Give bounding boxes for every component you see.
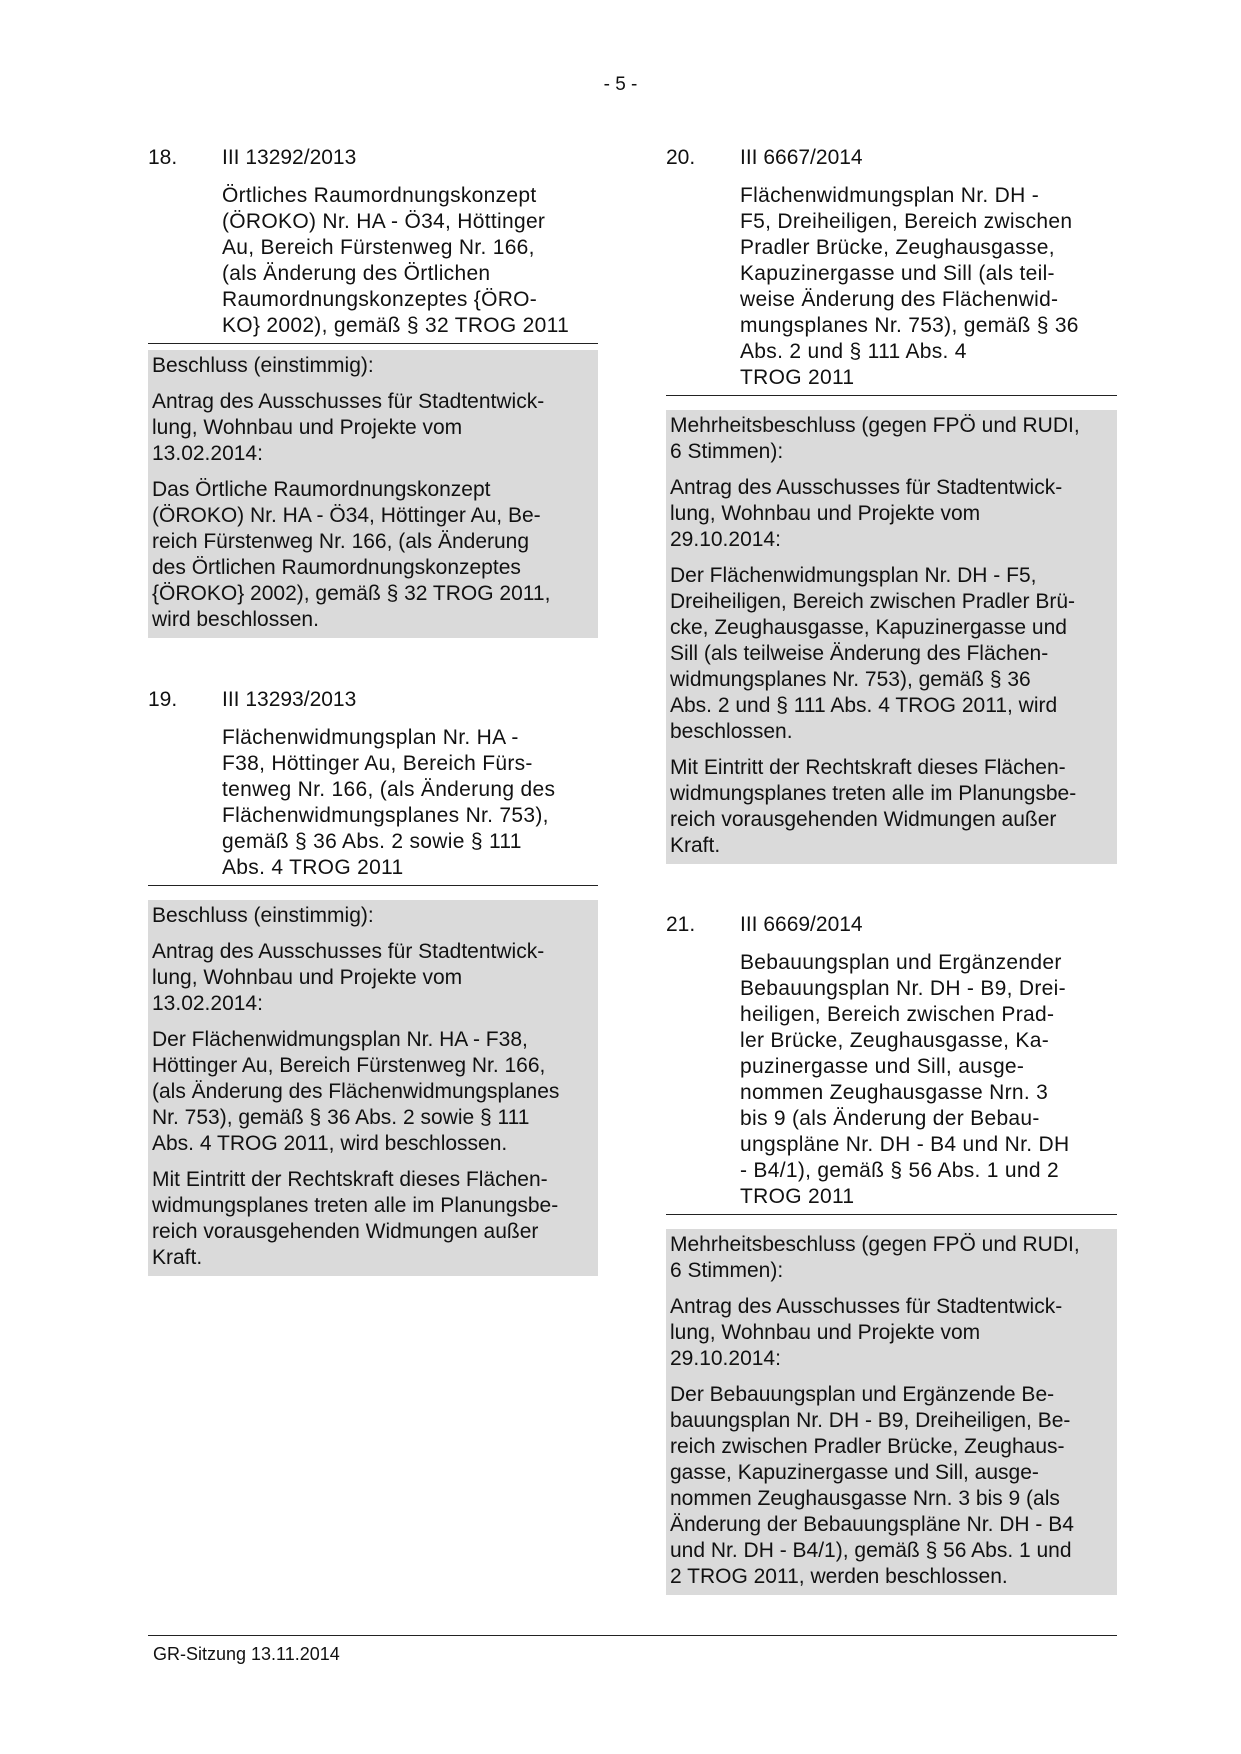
title-line: TROG 2011 (740, 1185, 855, 1208)
text-line: lung, Wohnbau und Projekte vom (670, 1321, 981, 1344)
text-line: reich vorausgehenden Widmungen außer (670, 808, 1057, 831)
text-line: Das Örtliche Raumordnungskonzept (152, 478, 491, 501)
text-line: widmungsplanes treten alle im Planungsbe- (152, 1194, 559, 1217)
text-line: 6 Stimmen): (670, 1259, 784, 1282)
text-line: beschlossen. (670, 720, 793, 743)
title-line: Bebauungsplan und Ergänzender (740, 951, 1062, 974)
item-number: 20. (666, 146, 696, 169)
title-line: (ÖROKO) Nr. HA - Ö34, Höttinger (222, 210, 546, 233)
item-reference: III 6667/2014 (740, 146, 863, 169)
title-line: - B4/1), gemäß § 56 Abs. 1 und 2 (740, 1159, 1059, 1182)
decision-box (148, 350, 598, 638)
title-line: TROG 2011 (740, 366, 855, 389)
text-line: bauungsplan Nr. DH - B9, Dreiheiligen, Be- (670, 1409, 1071, 1432)
text-line: widmungsplanes treten alle im Planungsbe- (670, 782, 1077, 805)
page-number: - 5 - (603, 74, 638, 95)
footer-session-date: GR-Sitzung 13.11.2014 (153, 1644, 340, 1664)
text-line: widmungsplanes Nr. 753), gemäß § 36 (670, 668, 1031, 691)
text-line: Mehrheitsbeschluss (gegen FPÖ und RUDI, (670, 414, 1080, 437)
title-line: weise Änderung des Flächenwid- (740, 288, 1059, 311)
text-line: Kraft. (670, 834, 721, 857)
agenda-item-21 (666, 912, 1117, 1595)
text-line: Nr. 753), gemäß § 36 Abs. 2 sowie § 111 (152, 1106, 530, 1129)
agenda-item-20 (666, 145, 1117, 864)
text-line: reich zwischen Pradler Brücke, Zeughaus- (670, 1435, 1065, 1458)
title-line: bis 9 (als Änderung der Bebau- (740, 1107, 1040, 1130)
item-number: 18. (148, 146, 178, 169)
item-title (666, 950, 1117, 1215)
title-line: Kapuzinergasse und Sill (als teil- (740, 262, 1055, 285)
decision-type (670, 1232, 1113, 1284)
decision-box (148, 900, 598, 1276)
motion-paragraph (152, 389, 594, 467)
title-line: tenweg Nr. 166, (als Änderung des (222, 778, 556, 801)
text-line: Dreiheiligen, Bereich zwischen Pradler Brü- (670, 590, 1076, 613)
item-number: 21. (666, 913, 696, 936)
title-line: Abs. 4 TROG 2011 (222, 856, 404, 879)
title-line: Bebauungsplan Nr. DH - B9, Drei- (740, 977, 1066, 1000)
resolution-paragraph (670, 1382, 1113, 1590)
title-line: F38, Höttinger Au, Bereich Fürs- (222, 752, 533, 775)
item-reference: III 13292/2013 (222, 146, 357, 169)
text-line: Der Flächenwidmungsplan Nr. DH - F5, (670, 564, 1037, 587)
title-line: F5, Dreiheiligen, Bereich zwischen (740, 210, 1073, 233)
right-column (666, 145, 1117, 1595)
item-reference: III 13293/2013 (222, 688, 357, 711)
text-line: wird beschlossen. (152, 608, 319, 631)
text-line: reich Fürstenweg Nr. 166, (als Änderung (152, 530, 530, 553)
text-line: 29.10.2014: (670, 1347, 781, 1370)
text-line: Abs. 2 und § 111 Abs. 4 TROG 2011, wird (670, 694, 1058, 717)
text-line: nommen Zeughausgasse Nrn. 3 bis 9 (als (670, 1487, 1060, 1510)
text-line: Antrag des Ausschusses für Stadtentwick- (670, 1295, 1063, 1318)
title-line: gemäß § 36 Abs. 2 sowie § 111 (222, 830, 522, 853)
item-number: 19. (148, 688, 178, 711)
text-line: reich vorausgehenden Widmungen außer (152, 1220, 539, 1243)
text-line: cke, Zeughausgasse, Kapuzinergasse und (670, 616, 1067, 639)
text-line: Der Flächenwidmungsplan Nr. HA - F38, (152, 1028, 528, 1051)
title-line: Örtliches Raumordnungskonzept (222, 184, 537, 207)
text-line: {ÖROKO} 2002), gemäß § 32 TROG 2011, (152, 582, 551, 605)
decision-type (670, 413, 1113, 465)
text-line: gasse, Kapuzinergasse und Sill, ausge- (670, 1461, 1039, 1484)
text-line: Der Bebauungsplan und Ergänzende Be- (670, 1383, 1055, 1406)
motion-paragraph (670, 1294, 1113, 1372)
text-line: Antrag des Ausschusses für Stadtentwick- (670, 476, 1063, 499)
title-line: puzinergasse und Sill, ausge- (740, 1055, 1025, 1078)
title-line: Flächenwidmungsplanes Nr. 753), (222, 804, 549, 827)
text-line: des Örtlichen Raumordnungskonzeptes (152, 556, 521, 579)
motion-paragraph (152, 939, 594, 1017)
text-line: lung, Wohnbau und Projekte vom (152, 966, 463, 989)
resolution-paragraph (670, 563, 1113, 745)
decision-box (666, 1229, 1117, 1595)
item-title (148, 183, 598, 344)
text-line: 6 Stimmen): (670, 440, 784, 463)
title-line: heiligen, Bereich zwischen Prad- (740, 1003, 1055, 1026)
text-line: Antrag des Ausschusses für Stadtentwick- (152, 940, 545, 963)
text-line: 13.02.2014: (152, 992, 263, 1015)
text-line: Mehrheitsbeschluss (gegen FPÖ und RUDI, (670, 1233, 1080, 1256)
agenda-item-18 (148, 145, 598, 638)
text-line: lung, Wohnbau und Projekte vom (152, 416, 463, 439)
text-line: (ÖROKO) Nr. HA - Ö34, Höttinger Au, Be- (152, 504, 541, 527)
effect-paragraph (670, 755, 1113, 859)
item-title (148, 725, 598, 886)
text-line: Sill (als teilweise Änderung des Flächen- (670, 642, 1049, 665)
title-line: (als Änderung des Örtlichen (222, 262, 491, 285)
text-line: Antrag des Ausschusses für Stadtentwick- (152, 390, 545, 413)
text-line: Abs. 4 TROG 2011, wird beschlossen. (152, 1132, 508, 1155)
title-line: nommen Zeughausgasse Nrn. 3 (740, 1081, 1049, 1104)
title-line: Pradler Brücke, Zeughausgasse, (740, 236, 1055, 259)
text-line: 13.02.2014: (152, 442, 263, 465)
text-line: (als Änderung des Flächenwidmungsplanes (152, 1080, 560, 1103)
title-line: Flächenwidmungsplan Nr. HA - (222, 726, 519, 749)
title-line: ungspläne Nr. DH - B4 und Nr. DH (740, 1133, 1070, 1156)
title-line: mungsplanes Nr. 753), gemäß § 36 (740, 314, 1079, 337)
decision-box (666, 410, 1117, 864)
title-line: ler Brücke, Zeughausgasse, Ka- (740, 1029, 1049, 1052)
decision-type: Beschluss (einstimmig): (152, 354, 374, 377)
motion-paragraph (670, 475, 1113, 553)
title-line: Raumordnungskonzeptes {ÖRO- (222, 288, 538, 311)
text-line: lung, Wohnbau und Projekte vom (670, 502, 981, 525)
text-line: Mit Eintritt der Rechtskraft dieses Flächen- (152, 1168, 548, 1191)
resolution-paragraph (152, 1027, 594, 1157)
text-line: Kraft. (152, 1246, 203, 1269)
item-reference: III 6669/2014 (740, 913, 863, 936)
text-line: 2 TROG 2011, werden beschlossen. (670, 1565, 1008, 1588)
text-line: Höttinger Au, Bereich Fürstenweg Nr. 166, (152, 1054, 546, 1077)
title-line: KO} 2002), gemäß § 32 TROG 2011 (222, 314, 570, 337)
text-line: Änderung der Bebauungspläne Nr. DH - B4 (670, 1513, 1074, 1536)
text-line: 29.10.2014: (670, 528, 781, 551)
title-line: Abs. 2 und § 111 Abs. 4 (740, 340, 967, 363)
text-line: und Nr. DH - B4/1), gemäß § 56 Abs. 1 und (670, 1539, 1072, 1562)
item-title (666, 183, 1117, 396)
decision-type: Beschluss (einstimmig): (152, 904, 374, 927)
title-line: Flächenwidmungsplan Nr. DH - (740, 184, 1040, 207)
agenda-item-19 (148, 687, 598, 1276)
left-column (148, 145, 598, 1276)
text-line: Mit Eintritt der Rechtskraft dieses Flächen- (670, 756, 1066, 779)
effect-paragraph (152, 1167, 594, 1271)
footer-divider (148, 1635, 1117, 1636)
resolution-paragraph (152, 477, 594, 633)
title-line: Au, Bereich Fürstenweg Nr. 166, (222, 236, 535, 259)
